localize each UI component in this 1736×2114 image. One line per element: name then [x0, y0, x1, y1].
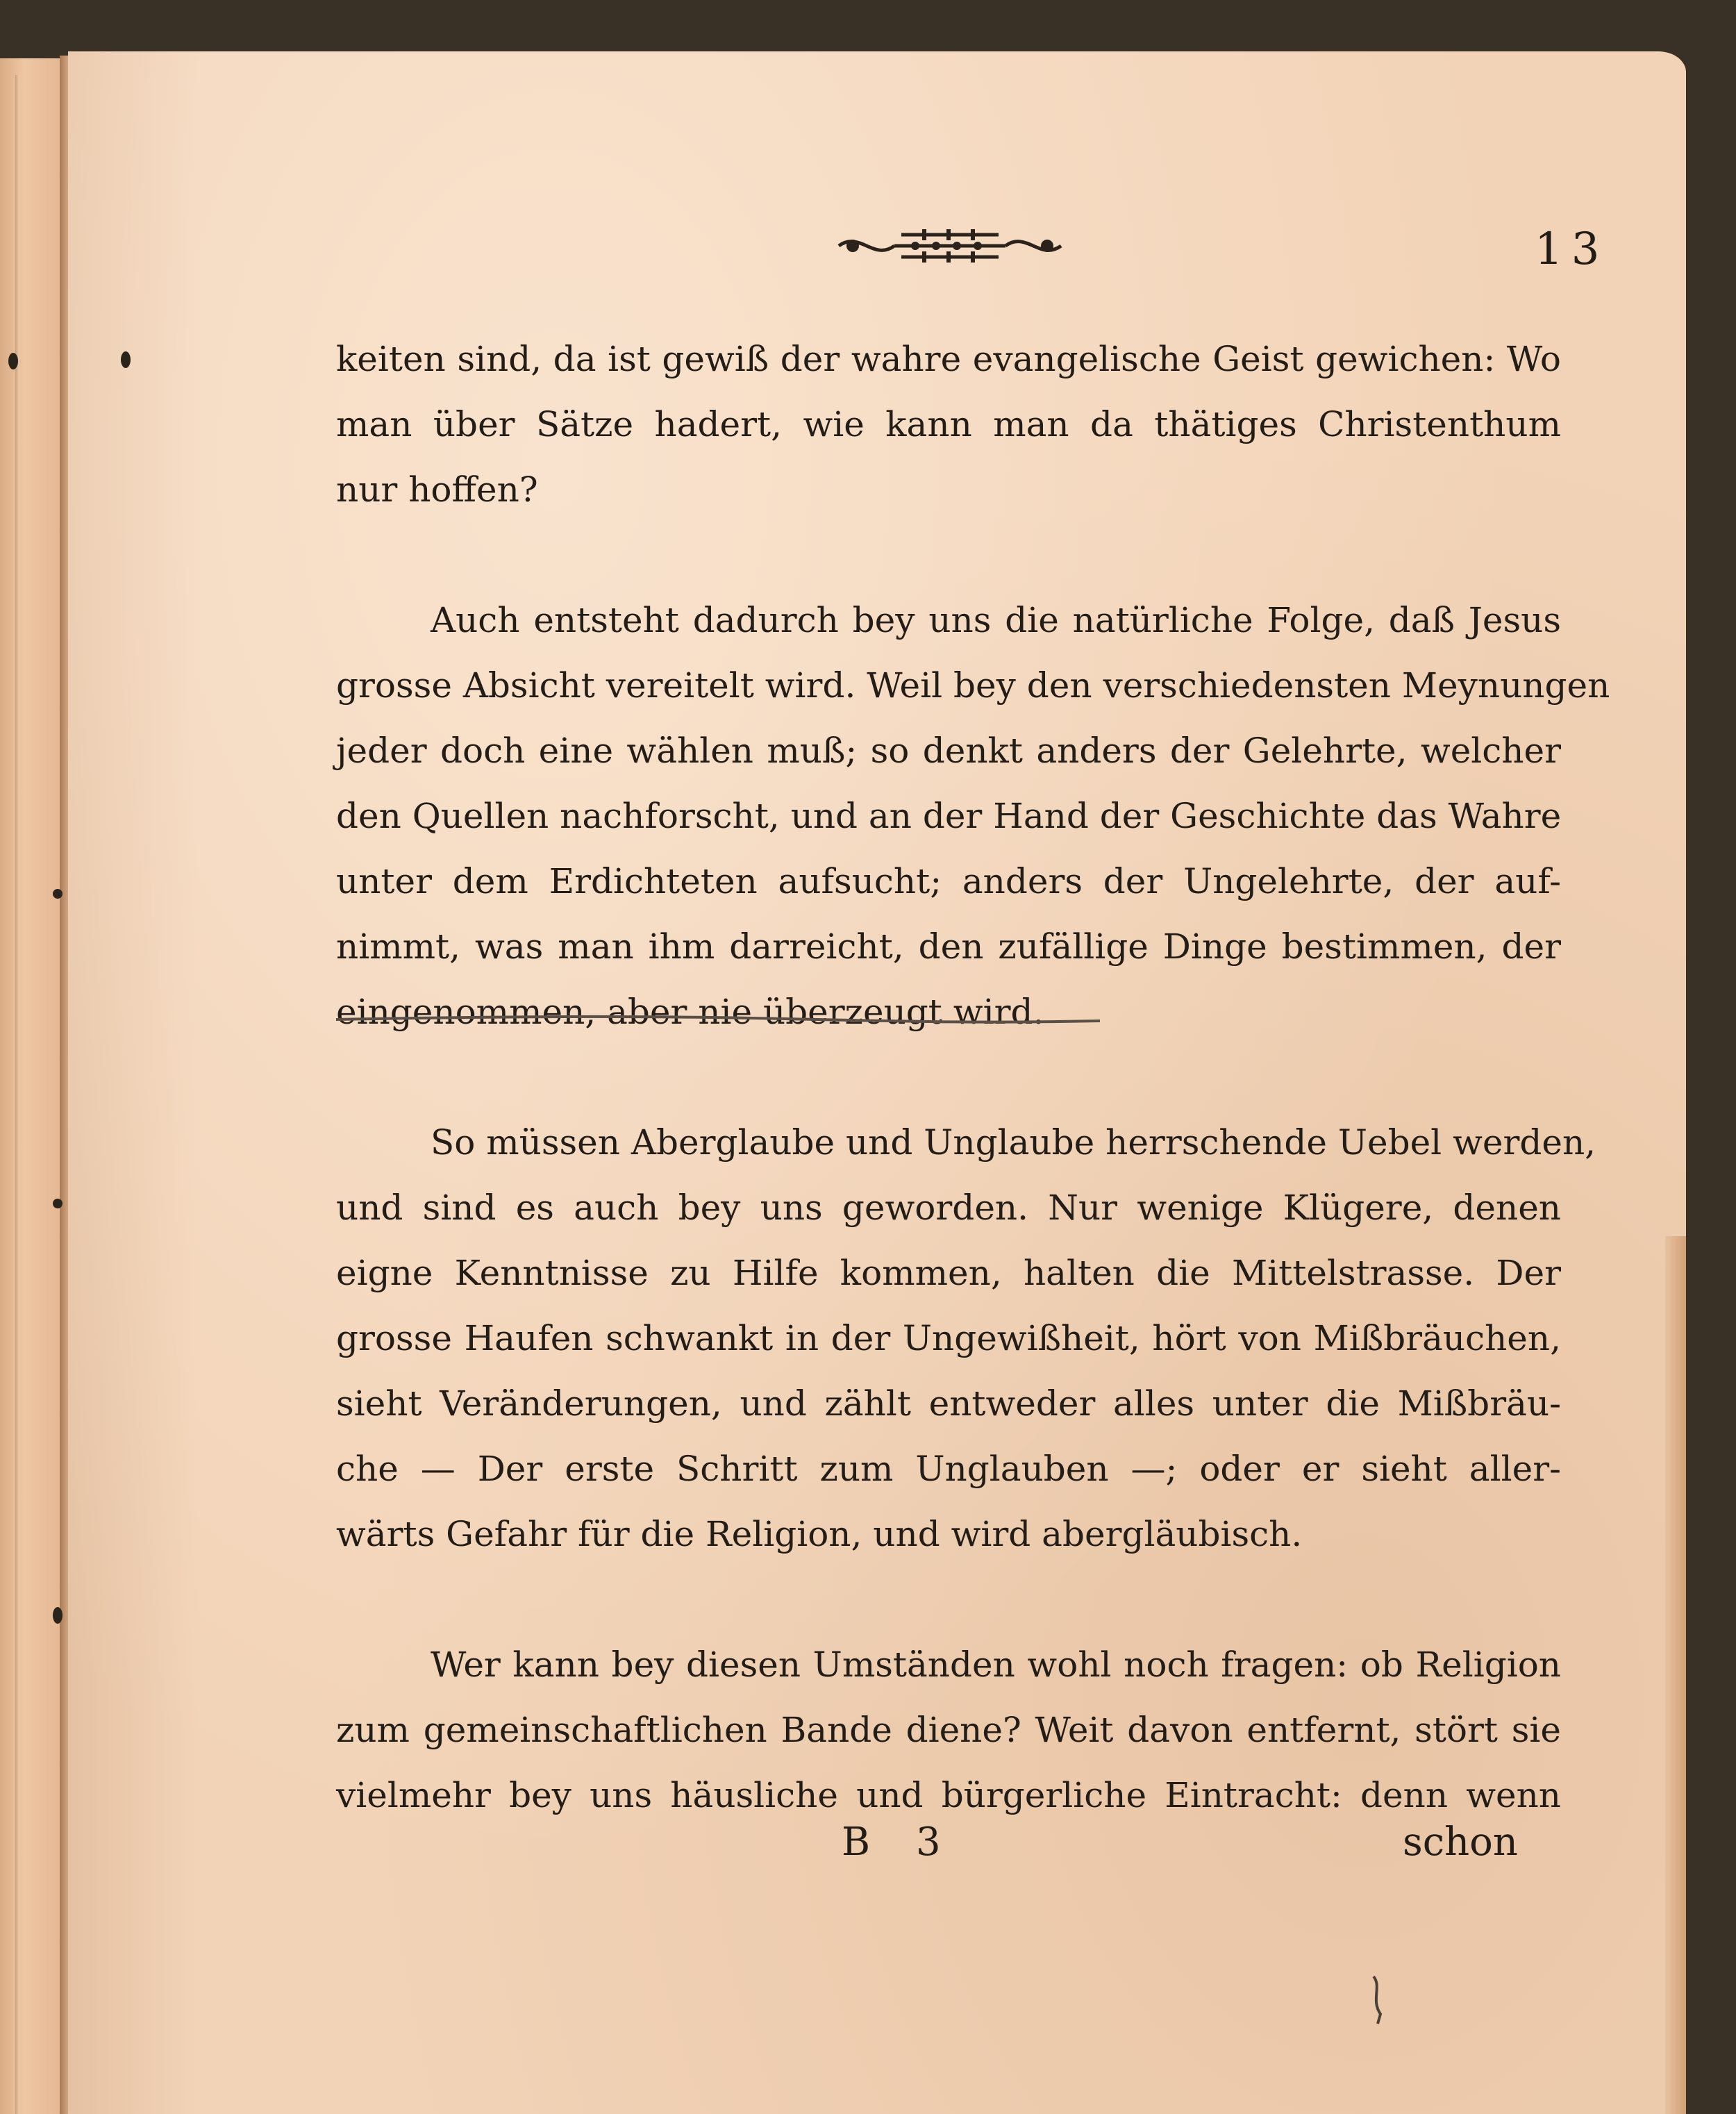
- text-line: So müssen Aberglaube und Unglaube herrschende Uebel werden,: [431, 1122, 1596, 1163]
- page-fold: [1665, 1236, 1686, 2114]
- paragraph: [336, 1632, 1561, 1828]
- text-line: grosse Haufen schwankt in der Ungewißheit, hört von Mißbräuchen,: [336, 1318, 1561, 1358]
- printers-ornament-icon: [832, 221, 1068, 271]
- paragraph: [336, 326, 1561, 522]
- text-line: grosse Absicht vereitelt wird. Weil bey den verschiedensten Meynungen: [336, 665, 1610, 706]
- binding-hole: [121, 351, 131, 368]
- text-line: wärts Gefahr für die Religion, und wird abergläubisch.: [336, 1514, 1303, 1554]
- paragraph: [336, 1110, 1596, 1567]
- text-line: nur hoffen?: [336, 469, 538, 510]
- catchword: schon: [1403, 1820, 1518, 1865]
- text-line: und sind es auch bey uns geworden. Nur wenige Klügere, denen: [336, 1188, 1561, 1228]
- page-body: [336, 326, 1610, 1828]
- text-line: man über Sätze hadert, wie kann man da thätiges Christenthum: [336, 404, 1561, 444]
- text-line: eingenommen, aber nie überzeugt wird.: [336, 992, 1044, 1032]
- binding-hole: [8, 353, 18, 369]
- signature-mark: B 3: [842, 1820, 958, 1865]
- text-line: zum gemeinschaftlichen Bande diene? Weit davon entfernt, stört sie: [336, 1710, 1561, 1750]
- pencil-underline: [336, 1013, 1100, 1032]
- binding-hole: [53, 1607, 62, 1624]
- text-line: Wer kann bey diesen Umständen wohl noch fragen: ob Religion: [431, 1645, 1561, 1685]
- paragraph: [336, 588, 1610, 1044]
- binding-hole: [53, 1199, 62, 1208]
- text-line: den Quellen nachforscht, und an der Hand der Geschichte das Wahre: [336, 796, 1562, 836]
- text-line: keiten sind, da ist gewiß der wahre evangelische Geist gewichen: Wo: [336, 339, 1561, 379]
- text-line: jeder doch eine wählen muß; so denkt anders der Gelehrte, welcher: [336, 731, 1561, 771]
- text-line: vielmehr bey uns häusliche und bürgerliche Eintracht: denn wenn: [336, 1775, 1561, 1815]
- text-line: Auch entsteht dadurch bey uns die natürliche Folge, daß Jesus: [431, 600, 1561, 640]
- text-line: unter dem Erdichteten aufsucht; anders der Ungelehrte, der auf-: [336, 861, 1561, 901]
- page-number: 13: [1535, 224, 1608, 275]
- text-line: sieht Veränderungen, und zählt entweder alles unter die Mißbräu-: [336, 1383, 1561, 1424]
- left-page-fold: [15, 75, 19, 2114]
- binding-hole: [53, 889, 62, 899]
- text-line: nimmt, was man ihm darreicht, den zufällige Dinge bestimmen, der: [336, 926, 1561, 967]
- text-line: eigne Kenntnisse zu Hilfe kommen, halten die Mittelstrasse. Der: [336, 1253, 1561, 1293]
- text-line: che — Der erste Schritt zum Unglauben —; oder er sieht aller-: [336, 1449, 1561, 1489]
- pencil-mark-icon: [1368, 1972, 1389, 2028]
